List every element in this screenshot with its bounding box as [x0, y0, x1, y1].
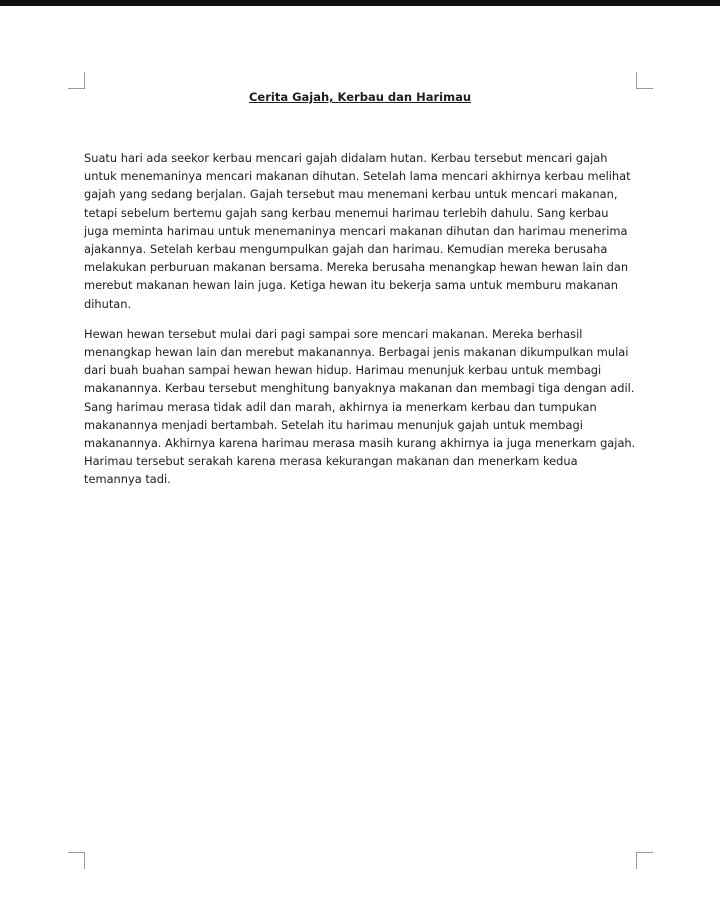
crop-mark-top-left: [68, 72, 85, 89]
paragraph-1: Suatu hari ada seekor kerbau mencari gajah didalam hutan. Kerbau tersebut mencari gajah untuk menemaninya mencari makanan dihutan. Setelah lama mencari akhirnya kerbau melihat gajah yang sedang berjalan. Gajah tersebut mau menemani kerbau untuk mencari makanan, tetapi sebelum bertemu gajah sang kerbau menemui harimau terlebih dahulu. Sang kerbau juga meminta harimau untuk menemaninya mencari makanan dihutan dan harimau menerima ajakannya. Setelah kerbau mengumpulkan gajah dan harimau. Kemudian mereka berusaha melakukan perburuan makanan bersama. Mereka berusaha menangkap hewan hewan lain dan merebut makanan hewan lain juga. Ketiga hewan itu bekerja sama untuk memburu makanan dihutan.: [84, 151, 631, 311]
document-page: [0, 6, 720, 921]
crop-mark-top-right: [636, 72, 653, 89]
paragraph-2: Hewan hewan tersebut mulai dari pagi sampai sore mencari makanan. Mereka berhasil menangkap hewan lain dan merebut makanannya. Berbagai jenis makanan dikumpulkan mulai dari buah buahan sampai hewan hewan hidup. Harimau menunjuk kerbau untuk membagi makanannya. Kerbau tersebut menghitung banyaknya makanan dan membagi tiga dengan adil. Sang harimau merasa tidak adil dan marah, akhirnya ia menerkam kerbau dan tumpukan makanannya menjadi bertambah. Setelah itu harimau menunjuk gajah untuk membagi makanannya. Akhirnya karena harimau merasa masih kurang akhirnya ia juga menerkam gajah. Harimau tersebut serakah karena merasa kekurangan makanan dan menerkam kedua temannya tadi.: [84, 326, 636, 487]
crop-mark-bottom-left: [68, 852, 85, 869]
document-title: Cerita Gajah, Kerbau dan Harimau: [248, 90, 472, 104]
crop-mark-bottom-right: [636, 852, 653, 869]
document-body: [84, 149, 636, 501]
